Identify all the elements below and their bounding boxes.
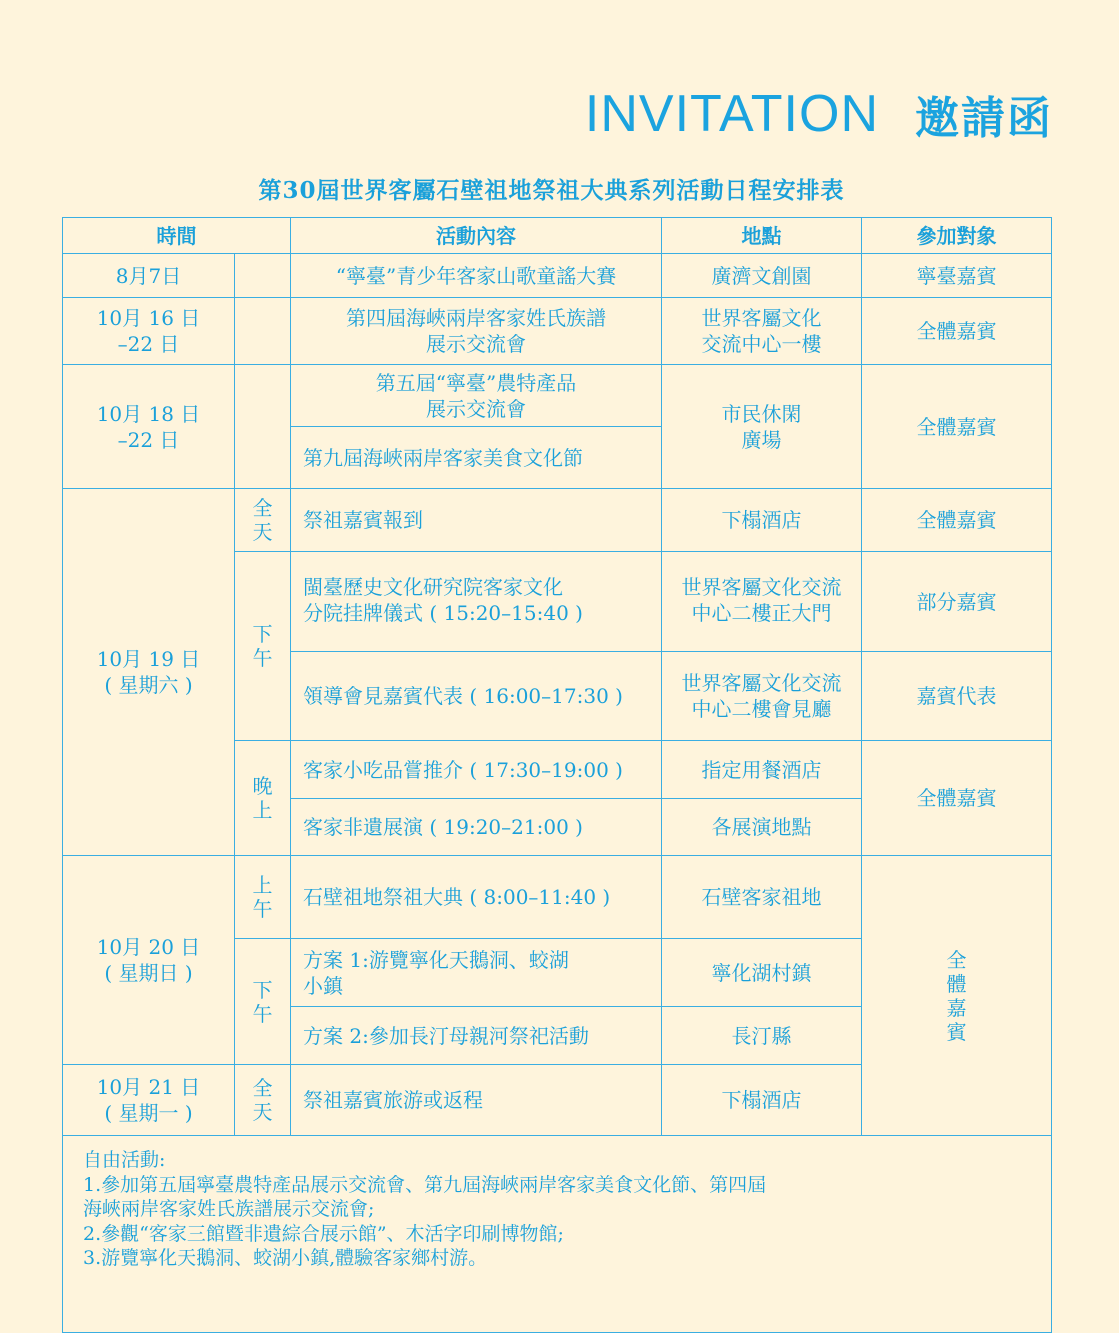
date-cell [63,1065,235,1136]
place-line: 世界客屬文化 [701,306,822,330]
period-char: 午 [252,646,273,670]
place-cell: 下榻酒店 [662,489,862,552]
activity-cell: 領導會見嘉賓代表 ( 16:00–17:30 ) [291,652,662,741]
place-line: 廣場 [741,427,782,452]
invitation-title-en: INVITATION [584,85,879,143]
table-row [63,298,1052,365]
period-cell [235,489,291,552]
notes-line: 海峽兩岸客家姓氏族譜展示交流會; [83,1198,375,1220]
activity-line: 閩臺歷史文化研究院客家文化 [303,575,563,599]
place-cell [662,365,862,489]
notes-title: 自由活動: [83,1149,166,1171]
notes-cell [63,1136,1052,1333]
activity-cell [291,365,662,427]
place-cell: 下榻酒店 [662,1065,862,1136]
audience-char: 嘉 [946,995,967,1020]
date-line: 10月 19 日 [96,647,201,671]
activity-cell [291,298,662,365]
notes-line: 3.游覽寧化天鵝洞、蛟湖小鎮,體驗客家鄉村游。 [83,1247,488,1269]
period-cell [235,298,291,365]
activity-cell: 客家非遺展演 ( 19:20–21:00 ) [291,799,662,856]
audience-cell: 全體嘉賓 [862,741,1052,856]
audience-cell [862,856,1052,1136]
activity-cell: 第九屆海峽兩岸客家美食文化節 [291,427,662,489]
date-line: 10月 18 日 [96,401,201,426]
schedule-table [62,217,1052,1333]
date-cell: 8月7日 [63,254,235,298]
place-cell: 寧化湖村鎮 [662,939,862,1007]
period-cell [235,1065,291,1136]
period-char: 天 [252,520,273,544]
activity-line: 展示交流會 [426,332,526,356]
activity-line: 分院挂牌儀式 ( 15:20–15:40 ) [303,601,583,625]
date-line: ( 星期日 ) [104,961,193,985]
audience-char: 賓 [946,1019,967,1044]
place-cell [662,652,862,741]
period-cell [235,741,291,856]
table-row [63,856,1052,939]
period-char: 午 [252,897,273,921]
place-cell: 各展演地點 [662,799,862,856]
header-time: 時間 [63,218,291,254]
period-char: 上 [252,873,273,897]
place-line: 中心二樓會見廳 [691,697,832,721]
period-char: 天 [252,1100,273,1124]
place-cell [662,298,862,365]
date-line: –22 日 [117,332,180,356]
period-char: 全 [252,496,273,520]
place-line: 交流中心一樓 [701,332,822,356]
date-cell [63,856,235,1065]
place-line: 世界客屬文化交流 [681,671,842,695]
activity-cell: 客家小吃品嘗推介 ( 17:30–19:00 ) [291,741,662,799]
date-line: 10月 20 日 [96,935,201,959]
period-char: 午 [252,1001,273,1026]
activity-cell: 祭祖嘉賓報到 [291,489,662,552]
audience-cell: 嘉賓代表 [862,652,1052,741]
date-line: –22 日 [117,427,180,452]
header-place: 地點 [662,218,862,254]
date-line: ( 星期一 ) [104,1101,193,1125]
place-cell: 指定用餐酒店 [662,741,862,799]
activity-line: 方案 1:游覽寧化天鵝洞、蛟湖 [303,947,569,972]
activity-cell [291,939,662,1007]
activity-cell: 方案 2:參加長汀母親河祭祀活動 [291,1007,662,1065]
place-line: 市民休閑 [721,401,802,426]
activity-cell: 石壁祖地祭祖大典 ( 8:00–11:40 ) [291,856,662,939]
audience-cell: 全體嘉賓 [862,489,1052,552]
table-row [63,489,1052,552]
activity-line: 展示交流會 [426,396,526,421]
activity-line: 第五屆“寧臺”農特產品 [375,370,577,395]
period-char: 上 [252,798,273,822]
place-line: 中心二樓正大門 [691,601,832,625]
activity-cell: “寧臺”青少年客家山歌童謠大賽 [291,254,662,298]
table-row [63,365,1052,427]
activity-cell: 祭祖嘉賓旅游或返程 [291,1065,662,1136]
period-char: 下 [252,977,273,1002]
date-line: 10月 21 日 [96,1075,201,1099]
audience-char: 體 [946,971,967,996]
audience-cell: 部分嘉賓 [862,552,1052,652]
audience-cell: 全體嘉賓 [862,365,1052,489]
place-cell: 長汀縣 [662,1007,862,1065]
place-cell [662,552,862,652]
audience-cell: 寧臺嘉賓 [862,254,1052,298]
activity-cell [291,552,662,652]
invitation-heading [585,84,1053,144]
period-cell [235,856,291,939]
period-char: 全 [252,1076,273,1100]
period-cell [235,552,291,741]
table-row [63,254,1052,298]
place-line: 世界客屬文化交流 [681,575,842,599]
audience-char: 全 [946,947,967,972]
invitation-title-zh: 邀請函 [915,93,1053,144]
period-cell [235,365,291,489]
notes-line: 2.參觀“客家三館暨非遺綜合展示館”、木活字印刷博物館; [83,1222,564,1245]
period-char: 晚 [252,774,273,798]
date-cell [63,365,235,489]
activity-line: 小鎮 [303,973,343,998]
schedule-title: 第30屆世界客屬石壁祖地祭祖大典系列活動日程安排表 [258,177,845,204]
date-cell [63,489,235,856]
activity-line: 第四屆海峽兩岸客家姓氏族譜 [346,306,606,330]
notes-row [63,1136,1052,1333]
table-header-row [63,218,1052,254]
header-audience: 參加對象 [862,218,1052,254]
date-line: 10月 16 日 [96,306,201,330]
header-activity: 活動內容 [291,218,662,254]
place-cell: 石壁客家祖地 [662,856,862,939]
notes-line: 1.參加第五屆寧臺農特產品展示交流會、第九屆海峽兩岸客家美食文化節、第四屆 [83,1173,767,1196]
period-char: 下 [252,622,273,646]
audience-cell: 全體嘉賓 [862,298,1052,365]
period-cell [235,939,291,1065]
period-cell [235,254,291,298]
date-line: ( 星期六 ) [104,673,193,697]
date-cell [63,298,235,365]
place-cell: 廣濟文創園 [662,254,862,298]
